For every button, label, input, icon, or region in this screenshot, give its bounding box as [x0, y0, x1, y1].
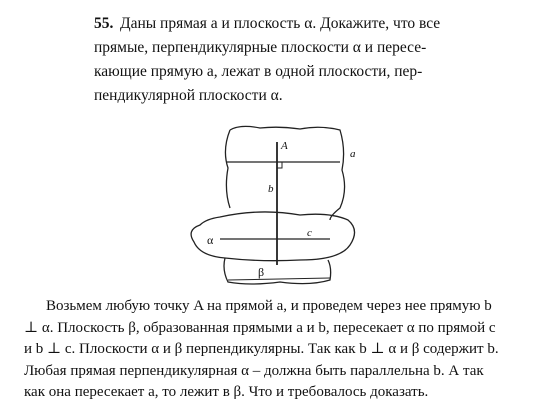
label-point-A: A — [281, 140, 288, 152]
problem-line-4: пендикулярной плоскости α. — [94, 87, 283, 104]
label-plane-beta: β — [258, 265, 265, 279]
problem-line-2: прямые, перпендикулярные плоскости α и пересе- — [94, 39, 427, 56]
solution-line-1: Возьмем любую точку A на прямой a, и проведем через нее прямую b — [46, 298, 492, 314]
problem-line-1: 55. Даны прямая a и плоскость α. Докажите, что все — [94, 12, 534, 36]
solution-line-2: ⊥ α. Плоскость β, образованная прямыми a и b, пересекает α по прямой c — [24, 319, 496, 336]
label-line-c: c — [307, 227, 312, 239]
label-plane-a: a — [350, 148, 356, 160]
problem-statement — [94, 12, 534, 108]
problem-number: 55. — [94, 15, 114, 32]
plane-beta-bottom-edge — [228, 278, 330, 280]
geometry-figure — [180, 120, 370, 292]
solution-line-3: и b ⊥ c. Плоскости α и β перпендикулярны. Так как b ⊥ α и β содержит b. — [24, 341, 499, 357]
label-line-b: b — [268, 183, 274, 195]
solution-text — [24, 296, 536, 404]
solution-line-4: Любая прямая перпендикулярная α – должна быть параллельна b. А так — [24, 362, 484, 379]
label-plane-alpha: α — [207, 233, 214, 247]
solution-line-5: как она пересекает a, то лежит в β. Что и требовалось доказать. — [24, 384, 429, 400]
problem-line-3: кающие прямую a, лежат в одной плоскости, пер- — [94, 63, 423, 80]
